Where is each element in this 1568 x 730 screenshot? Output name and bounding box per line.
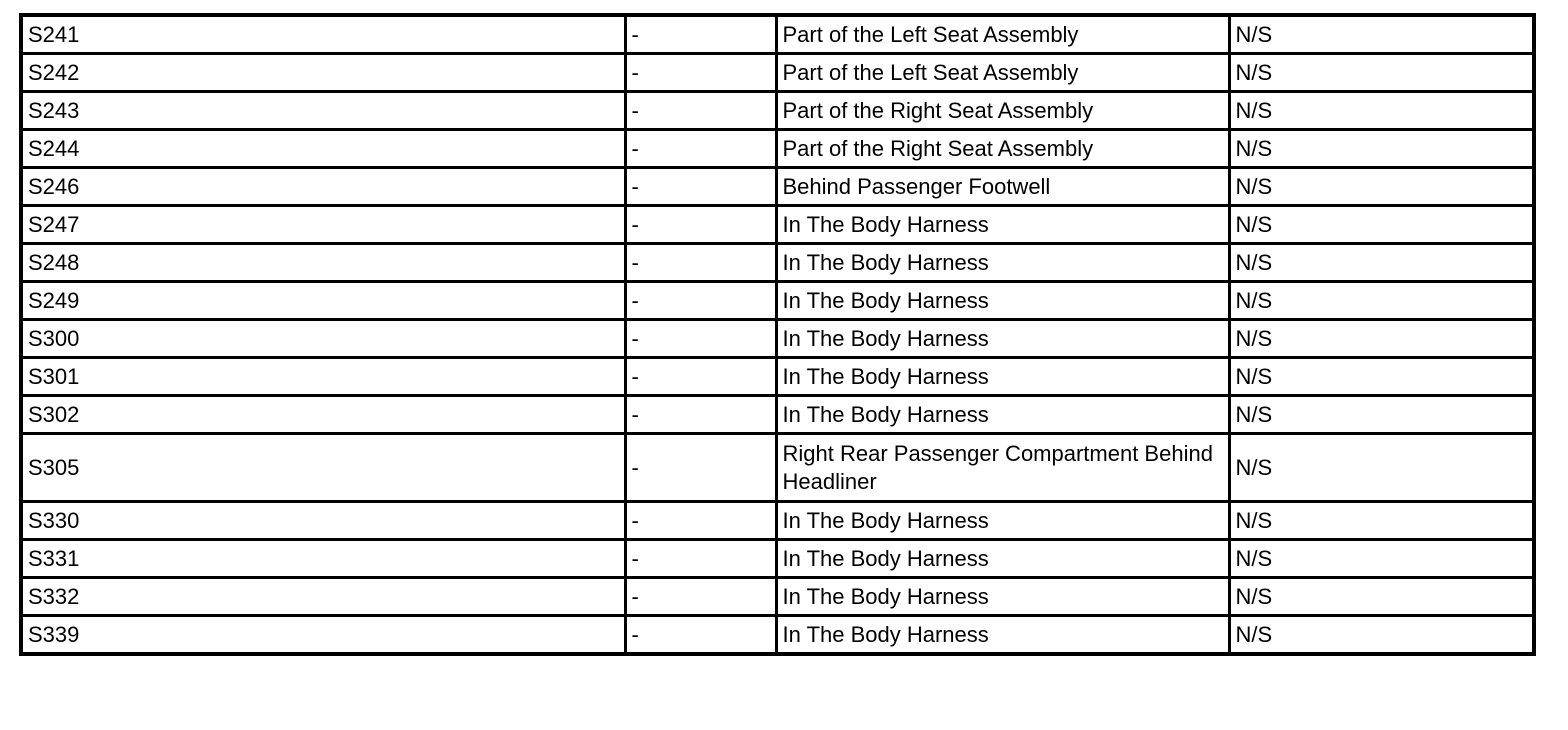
location-cell: Part of the Left Seat Assembly (776, 15, 1229, 54)
splice-id-cell: S249 (21, 282, 625, 320)
view-cell: N/S (1229, 434, 1534, 502)
part-cell: - (625, 92, 776, 130)
location-cell: Right Rear Passenger Compartment Behind Headliner (776, 434, 1229, 502)
table-row (21, 502, 1534, 540)
part-cell: - (625, 434, 776, 502)
location-cell: In The Body Harness (776, 540, 1229, 578)
location-cell: In The Body Harness (776, 396, 1229, 434)
location-cell: In The Body Harness (776, 502, 1229, 540)
view-cell: N/S (1229, 92, 1534, 130)
view-cell: N/S (1229, 540, 1534, 578)
splice-id-cell: S305 (21, 434, 625, 502)
part-cell: - (625, 502, 776, 540)
splice-id-cell: S339 (21, 616, 625, 655)
view-cell: N/S (1229, 396, 1534, 434)
view-cell: N/S (1229, 282, 1534, 320)
view-cell: N/S (1229, 15, 1534, 54)
splice-id-cell: S302 (21, 396, 625, 434)
view-cell: N/S (1229, 54, 1534, 92)
location-cell: Part of the Right Seat Assembly (776, 92, 1229, 130)
splice-id-cell: S332 (21, 578, 625, 616)
part-cell: - (625, 282, 776, 320)
part-cell: - (625, 168, 776, 206)
view-cell: N/S (1229, 502, 1534, 540)
table-body (21, 15, 1534, 654)
table-row (21, 578, 1534, 616)
part-cell: - (625, 206, 776, 244)
part-cell: - (625, 54, 776, 92)
splice-id-cell: S330 (21, 502, 625, 540)
view-cell: N/S (1229, 168, 1534, 206)
splice-id-cell: S246 (21, 168, 625, 206)
splice-id-cell: S248 (21, 244, 625, 282)
splice-id-cell: S243 (21, 92, 625, 130)
part-cell: - (625, 540, 776, 578)
table-row (21, 130, 1534, 168)
part-cell: - (625, 578, 776, 616)
table-row (21, 358, 1534, 396)
part-cell: - (625, 320, 776, 358)
part-cell: - (625, 358, 776, 396)
table-row (21, 206, 1534, 244)
location-cell: Part of the Left Seat Assembly (776, 54, 1229, 92)
part-cell: - (625, 130, 776, 168)
splice-id-cell: S244 (21, 130, 625, 168)
splice-id-cell: S300 (21, 320, 625, 358)
splice-id-cell: S247 (21, 206, 625, 244)
table-row (21, 168, 1534, 206)
location-cell: Behind Passenger Footwell (776, 168, 1229, 206)
table-row (21, 15, 1534, 54)
table-row (21, 434, 1534, 502)
location-cell: In The Body Harness (776, 320, 1229, 358)
splice-id-cell: S301 (21, 358, 625, 396)
part-cell: - (625, 616, 776, 655)
view-cell: N/S (1229, 578, 1534, 616)
location-cell: Part of the Right Seat Assembly (776, 130, 1229, 168)
table-row (21, 282, 1534, 320)
location-cell: In The Body Harness (776, 358, 1229, 396)
table-row (21, 244, 1534, 282)
table-row (21, 616, 1534, 655)
splice-id-cell: S242 (21, 54, 625, 92)
table-row (21, 320, 1534, 358)
location-cell: In The Body Harness (776, 616, 1229, 655)
location-cell: In The Body Harness (776, 578, 1229, 616)
part-cell: - (625, 396, 776, 434)
splice-id-cell: S241 (21, 15, 625, 54)
table-row (21, 540, 1534, 578)
table-row (21, 92, 1534, 130)
view-cell: N/S (1229, 358, 1534, 396)
view-cell: N/S (1229, 616, 1534, 655)
table-row (21, 396, 1534, 434)
view-cell: N/S (1229, 244, 1534, 282)
location-cell: In The Body Harness (776, 282, 1229, 320)
splice-location-table (19, 13, 1536, 656)
location-cell: In The Body Harness (776, 206, 1229, 244)
view-cell: N/S (1229, 130, 1534, 168)
part-cell: - (625, 244, 776, 282)
location-cell: In The Body Harness (776, 244, 1229, 282)
table-row (21, 54, 1534, 92)
view-cell: N/S (1229, 206, 1534, 244)
view-cell: N/S (1229, 320, 1534, 358)
part-cell: - (625, 15, 776, 54)
splice-id-cell: S331 (21, 540, 625, 578)
